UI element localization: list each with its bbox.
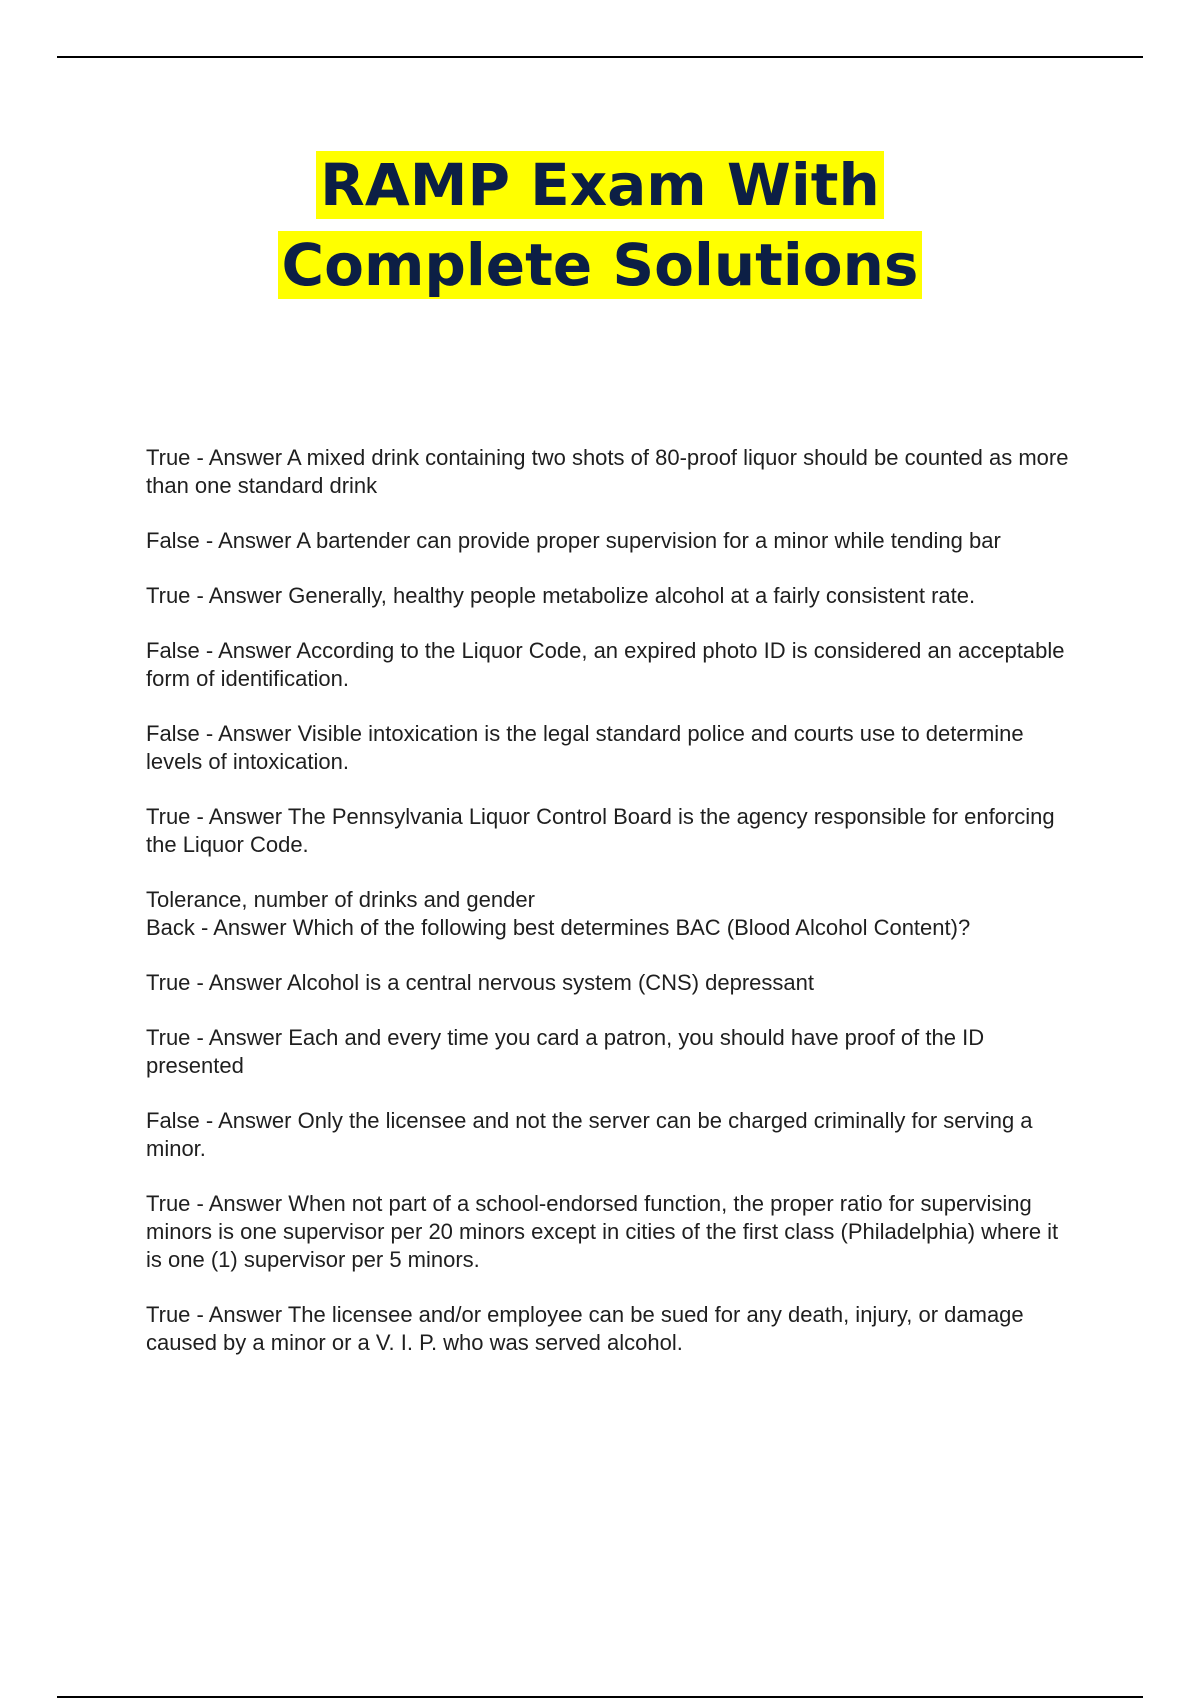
- document-title: RAMP Exam With Complete Solutions: [278, 151, 923, 299]
- qa-text: False - Answer Visible intoxication is the legal standard police and courts use to determine levels of intoxication.: [146, 721, 1024, 774]
- qa-item: [146, 582, 1076, 610]
- qa-text: False - Answer Only the licensee and not the server can be charged criminally for serving a minor.: [146, 1108, 1033, 1161]
- qa-text: True - Answer The Pennsylvania Liquor Control Board is the agency responsible for enforcing the Liquor Code.: [146, 804, 1055, 857]
- qa-item: [146, 1301, 1076, 1357]
- qa-text: True - Answer Alcohol is a central nervous system (CNS) depressant: [146, 970, 815, 995]
- qa-item: [146, 969, 1076, 997]
- title-container: [0, 145, 1200, 305]
- qa-item: [146, 886, 1076, 942]
- qa-text: Back - Answer Which of the following best determines BAC (Blood Alcohol Content)?: [146, 915, 971, 940]
- qa-item: [146, 444, 1076, 500]
- qa-text: True - Answer Generally, healthy people metabolize alcohol at a fairly consistent rate.: [146, 583, 976, 608]
- qa-text: True - Answer A mixed drink containing two shots of 80-proof liquor should be counted as more than one standard drink: [146, 445, 1069, 498]
- qa-text: False - Answer A bartender can provide proper supervision for a minor while tending bar: [146, 528, 1001, 553]
- qa-item: [146, 1024, 1076, 1080]
- qa-item: [146, 720, 1076, 776]
- qa-list: [146, 444, 1076, 1384]
- bottom-rule: [57, 1696, 1143, 1698]
- qa-text: True - Answer When not part of a school-endorsed function, the proper ratio for supervising minors is one supervisor per 20 minors except in cities of the first class (Philadelphia) where it is one (1) supervisor per 5 minors.: [146, 1191, 1059, 1272]
- qa-item: [146, 637, 1076, 693]
- qa-item: [146, 1190, 1076, 1274]
- qa-text: False - Answer According to the Liquor Code, an expired photo ID is considered an acceptable form of identification.: [146, 638, 1065, 691]
- qa-item: [146, 1107, 1076, 1163]
- qa-lead-text: Tolerance, number of drinks and gender: [146, 887, 535, 912]
- top-rule: [57, 56, 1143, 58]
- qa-text: True - Answer Each and every time you card a patron, you should have proof of the ID presented: [146, 1025, 985, 1078]
- qa-item: [146, 803, 1076, 859]
- qa-text: True - Answer The licensee and/or employee can be sued for any death, injury, or damage caused by a minor or a V. I. P. who was served alcohol.: [146, 1302, 1024, 1355]
- qa-item: [146, 527, 1076, 555]
